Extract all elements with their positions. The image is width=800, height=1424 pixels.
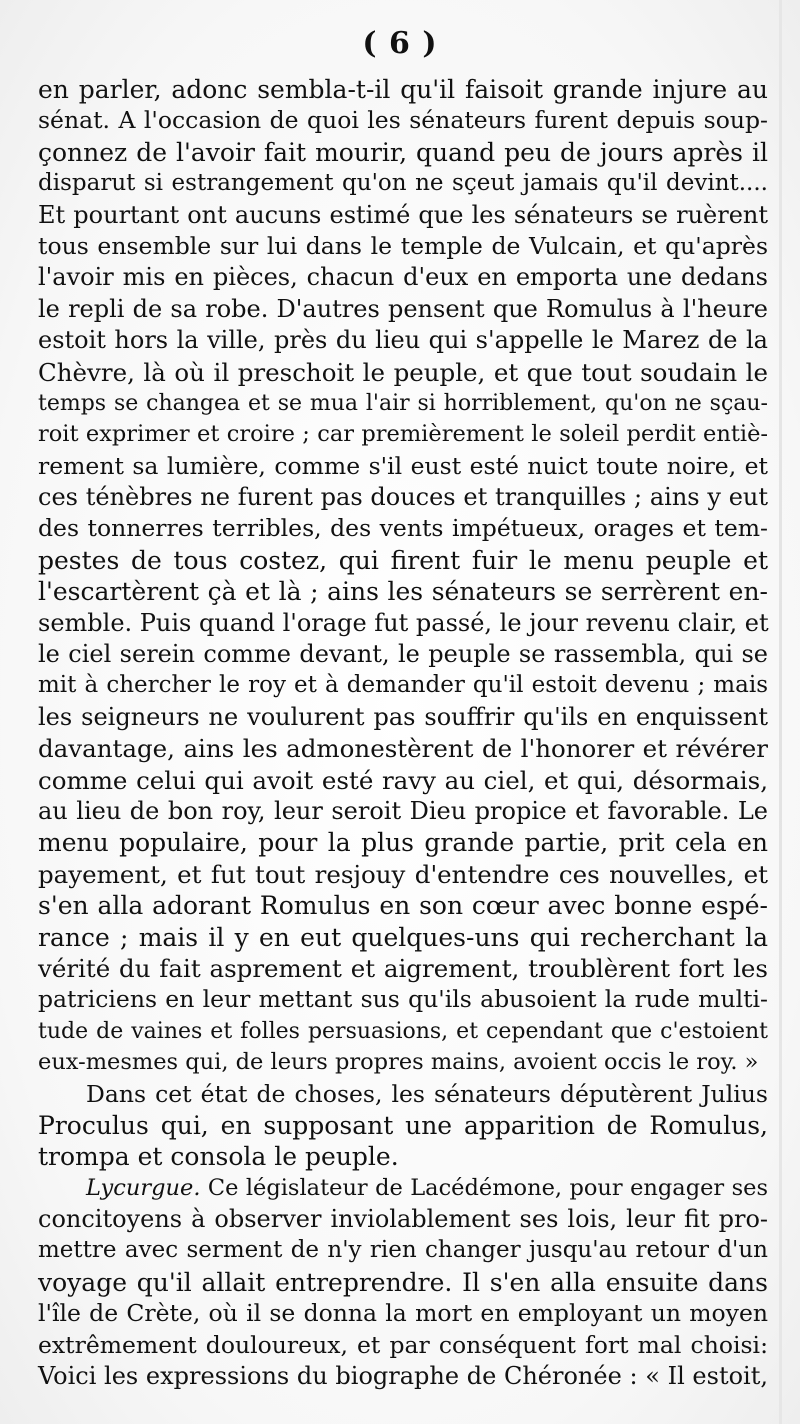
- text-line-content: Et pourtant ont aucuns estimé que les sénateurs se ruèrent: [38, 200, 768, 229]
- text-line: [38, 545, 768, 576]
- text-line: [38, 639, 768, 670]
- text-line-content: extrêmement douloureux, et par conséquent fort mal choisi:: [38, 1330, 768, 1359]
- text-line: [38, 105, 768, 136]
- page-number: ( 6 ): [362, 26, 438, 61]
- text-line-content: estoit hors la ville, près du lieu qui s'appelle le Marez de la: [38, 326, 768, 355]
- text-line-content: payement, et fut tout resjouy d'entendre ces nouvelles, et: [38, 859, 768, 889]
- text-line-content: sénat. A l'occasion de quoi les sénateurs furent depuis soup-: [38, 106, 768, 135]
- text-line: [38, 608, 768, 639]
- text-line: [38, 1141, 768, 1172]
- text-line-content: les seigneurs ne voulurent pas souffrir qu'ils en enquissent: [38, 702, 768, 731]
- text-line-content: mit à chercher le roy et à demander qu'il estoit devenu ; mais: [38, 672, 768, 699]
- text-line: [38, 357, 768, 388]
- text-line: [38, 325, 768, 356]
- text-line-content: tous ensemble sur lui dans le temple de Vulcain, et qu'après: [38, 231, 768, 260]
- text-line: [38, 796, 768, 827]
- text-line: [38, 733, 768, 764]
- text-line-content: vérité du fait asprement et aigrement, troublèrent fort les: [38, 953, 768, 983]
- text-line-content: Proculus qui, en supposant une apparition de Romulus,: [38, 1110, 768, 1140]
- text-line: [38, 702, 768, 733]
- text-line-content: rance ; mais il y en eut quelques-uns qui recherchant la: [38, 922, 768, 952]
- text-line-content: ces ténèbres ne furent pas douces et tranquilles ; ains y eut: [38, 483, 768, 512]
- text-line: [38, 1235, 768, 1266]
- text-line: [38, 1330, 768, 1361]
- text-line-content: temps se changea et se mua l'air si horriblement, qu'on ne sçau-: [38, 390, 768, 416]
- text-line: [38, 953, 768, 984]
- text-line: [38, 1173, 768, 1204]
- text-line-content: roit exprimer et croire ; car premièrement le soleil perdit entiè-: [38, 421, 768, 448]
- text-line: [38, 670, 768, 701]
- text-line-content: le repli de sa robe. D'autres pensent que Romulus à l'heure: [38, 294, 768, 323]
- text-line: [38, 859, 768, 890]
- text-line: [38, 984, 768, 1015]
- text-line: [38, 451, 768, 482]
- text-line: [38, 576, 768, 607]
- text-line: [38, 1047, 768, 1078]
- text-line-content: semble. Puis quand l'orage fut passé, le jour revenu clair, et: [38, 608, 769, 637]
- text-line-content: au lieu de bon roy, leur seroit Dieu propice et favorable. Le: [38, 796, 768, 825]
- body-text: [38, 74, 768, 1392]
- text-line: [38, 1204, 768, 1235]
- text-line: [38, 1079, 768, 1110]
- section-heading-italic: Lycurgue.: [86, 1174, 201, 1201]
- text-line-content: rement sa lumière, comme s'il eust esté nuict toute noire, et: [38, 451, 768, 480]
- text-line: [38, 890, 768, 921]
- text-line: [38, 262, 768, 293]
- text-line-content: Dans cet état de choses, les sénateurs députèrent Julius: [86, 1079, 768, 1108]
- page-edge-shadow: [779, 0, 782, 1424]
- text-line: [38, 827, 768, 858]
- text-line: [38, 74, 768, 105]
- text-line: [38, 1016, 768, 1047]
- text-line-content: Chèvre, là où il preschoit le peuple, et que tout soudain le: [38, 357, 768, 387]
- text-line-content: l'avoir mis en pièces, chacun d'eux en emporta une dedans: [38, 263, 768, 292]
- text-line-content: l'escartèrent çà et là ; ains les sénateurs se serrèrent en-: [38, 577, 768, 607]
- text-line: [38, 137, 768, 168]
- text-line-content: l'île de Crète, où il se donna la mort en employant un moyen: [38, 1299, 768, 1328]
- text-line: [38, 419, 768, 450]
- text-line: [38, 765, 768, 796]
- text-line: [38, 388, 768, 419]
- text-line-content: eux-mesmes qui, de leurs propres mains, avoient occis le roy. »: [38, 1049, 759, 1076]
- text-line: [38, 1267, 768, 1298]
- text-line-content: voyage qu'il allait entreprendre. Il s'en alla ensuite dans: [38, 1267, 768, 1297]
- text-line-content: s'en alla adorant Romulus en son cœur avec bonne espé-: [38, 891, 768, 921]
- text-line-content: disparut si estrangement qu'on ne sçeut jamais qu'il devint....: [38, 170, 768, 197]
- text-line: [38, 922, 768, 953]
- text-line: [38, 168, 768, 199]
- text-line-content: davantage, ains les admonestèrent de l'honorer et révérer: [38, 734, 768, 764]
- text-line: [38, 482, 768, 513]
- text-line: [38, 513, 768, 544]
- text-line-content: menu populaire, pour la plus grande partie, prit cela en: [38, 828, 768, 858]
- text-line-content: çonnez de l'avoir fait mourir, quand peu de jours après il: [38, 137, 768, 167]
- text-line: [38, 231, 768, 262]
- text-line: [38, 1298, 768, 1329]
- text-line-content: mettre avec serment de n'y rien changer jusqu'au retour d'un: [38, 1237, 768, 1264]
- text-line: [38, 1110, 768, 1141]
- text-line-content: en parler, adonc sembla-t-il qu'il faisoit grande injure au: [38, 75, 768, 104]
- text-line-content: Voici les expressions du biographe de Chéronée : « Il estoit,: [38, 1362, 768, 1391]
- text-line: [38, 294, 768, 325]
- text-line: [38, 1361, 768, 1392]
- text-line-content: trompa et consola le peuple.: [38, 1142, 399, 1172]
- text-line-content: tude de vaines et folles persuasions, et cependant que c'estoient: [38, 1018, 768, 1044]
- text-line-content: Ce législateur de Lacédémone, pour engager ses: [200, 1174, 768, 1201]
- text-line: [38, 200, 768, 231]
- text-line-content: concitoyens à observer inviolablement ses lois, leur fit pro-: [38, 1205, 768, 1234]
- text-line-content: comme celui qui avoit esté ravy au ciel, et qui, désormais,: [38, 765, 768, 795]
- text-line-content: le ciel serein comme devant, le peuple se rassembla, qui se: [38, 640, 768, 669]
- text-line-content: des tonnerres terribles, des vents impétueux, orages et tem-: [38, 514, 768, 543]
- text-line-content: patriciens en leur mettant sus qu'ils abusoient la rude multi-: [38, 985, 768, 1014]
- text-line-content: pestes de tous costez, qui firent fuir le menu peuple et: [38, 545, 768, 575]
